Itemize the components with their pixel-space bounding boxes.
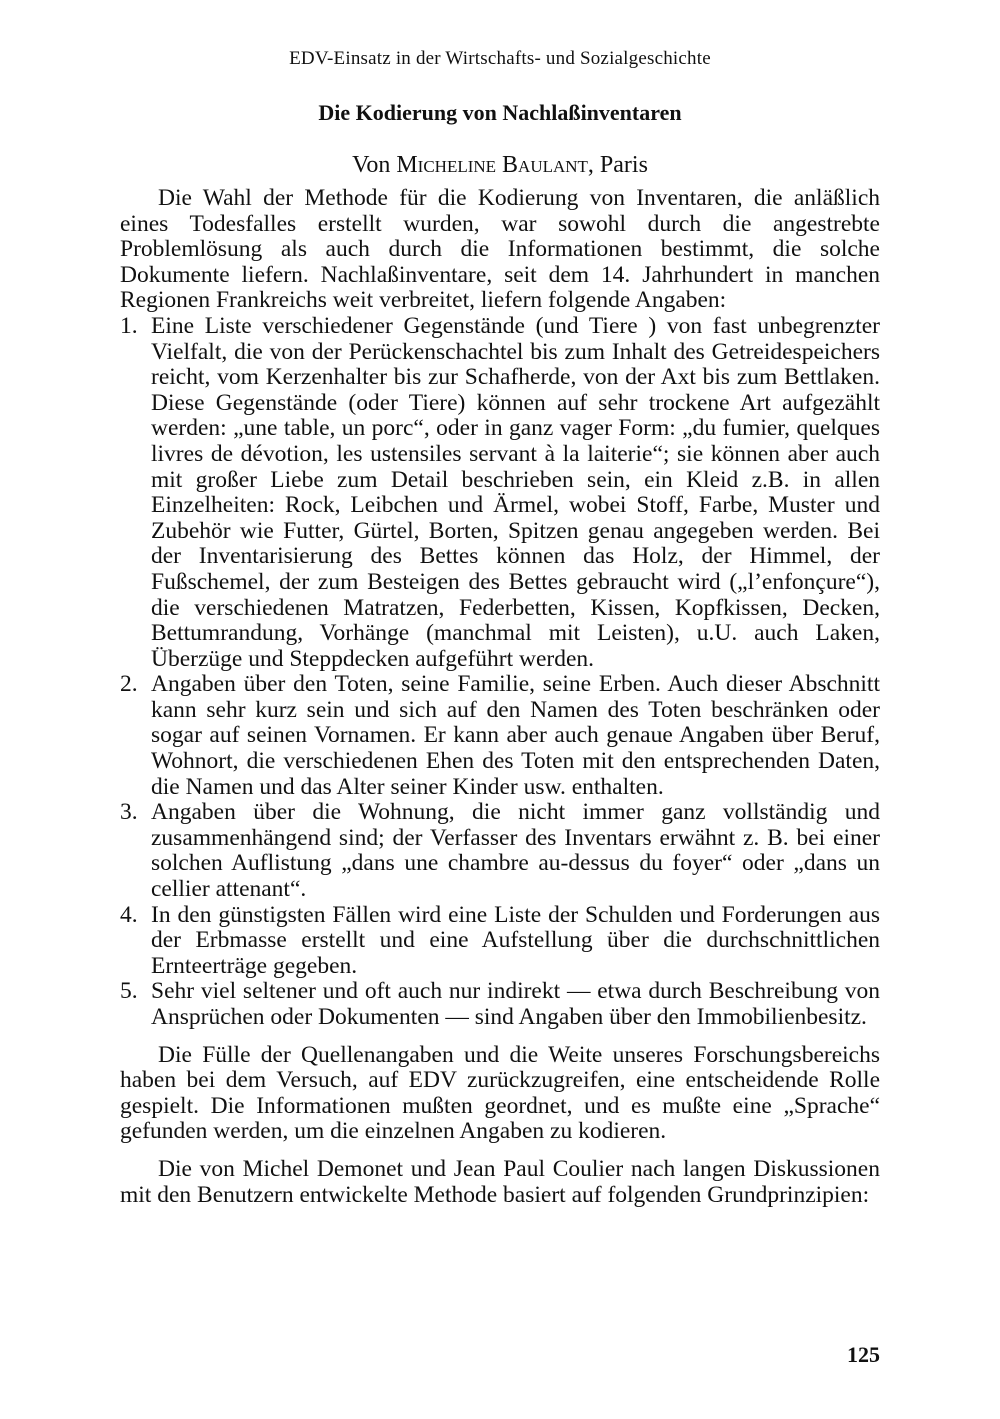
running-head: EDV-Einsatz in der Wirtschafts- und Sozialgeschichte — [289, 48, 711, 69]
numbered-list — [120, 314, 880, 1031]
list-item-number: 2. — [120, 671, 138, 698]
article-title: Die Kodierung von Nachlaßinventaren — [318, 100, 682, 125]
byline — [0, 152, 1000, 179]
list-item — [120, 314, 880, 672]
list-item-number: 5. — [120, 978, 138, 1005]
list-item — [120, 903, 880, 980]
page-number: 125 — [847, 1342, 880, 1367]
list-item-text: Sehr viel seltener und oft auch nur indirekt — etwa durch Beschreibung von Ansprüchen oder Dokumenten — sind Angaben über den Immobilienbesitz. — [151, 978, 880, 1030]
body-paragraph: Die Fülle der Quellenangaben und die Weite unseres Forschungsbereichs haben bei dem Versuch, auf EDV zurückzugreifen, eine entscheidende Rolle gespielt. Die Informationen mußten geordnet, und es mußte eine „Sprache“ gefunden werden, um die einzelnen Angaben zu kodieren. — [120, 1041, 880, 1145]
list-item — [120, 672, 880, 800]
byline-prefix: Von — [352, 152, 397, 178]
list-item — [120, 800, 880, 902]
intro-paragraph: Die Wahl der Methode für die Kodierung von Inventaren, die anläßlich eines Todesfalles erstellt wurden, war sowohl durch die angestrebte Problemlösung als auch durch die Informationen bestimmt, die solche Dokumente liefern. Nachlaßinventare, seit dem 14. Jahrhundert in manchen Regionen Frankreichs weit verbreitet, liefern folgende Angaben: — [120, 185, 880, 314]
body-text — [120, 186, 880, 1208]
list-item-text: Eine Liste verschiedener Gegenstände (und Tiere ) von fast unbegrenzter Vielfalt, die von der Perückenschachtel bis zum Inhalt des Getreidespeichers reicht, vom Kerzenhalter bis zur Schafherde, von der Axt bis zum Bettlaken. Diese Gegenstände (oder Tiere) können auf sehr trockene Art aufgezählt werden: „une table, un porc“, oder in ganz vager Form: „du fumier, quelques livres de dévotion, les ustensiles servant à la laiterie“; sie können aber auch mit großer Liebe zum Detail beschrieben sein, ein Kleid z.B. in allen Einzelheiten: Rock, Leibchen und Ärmel, wobei Stoff, Farbe, Muster und Zubehör wie Futter, Gürtel, Borten, Spitzen genau angegeben werden. Bei der Inventarisierung des Bettes können das Holz, der Himmel, der Fußschemel, der zum Besteigen des Bettes gebraucht wird („l’enfonçure“), die verschiedenen Matratzen, Federbetten, Kissen, Kopfkissen, Decken, Bettumrandung, Vorhänge (manchmal mit Leisten), u.U. auch Laken, Überzüge und Steppdecken aufgeführt werden. — [151, 312, 880, 672]
author-name: Micheline Baulant — [396, 152, 588, 178]
list-item-text: Angaben über die Wohnung, die nicht immer ganz vollständig und zusammenhängend sind; der Verfasser des Inventars erwähnt z. B. bei einer solchen Auflistung „dans une chambre au-dessus du foyer“ oder „dans un cellier attenant“. — [151, 799, 880, 903]
list-item — [120, 979, 880, 1030]
body-paragraph: Die von Michel Demonet und Jean Paul Coulier nach langen Diskussionen mit den Benutzern entwickelte Methode basiert auf folgenden Grundprinzipien: — [120, 1155, 880, 1208]
list-item-number: 4. — [120, 901, 138, 928]
list-item-text: Angaben über den Toten, seine Familie, seine Erben. Auch dieser Abschnitt kann sehr kurz sein und sich auf den Namen des Toten beschränken oder sogar auf seinen Vornamen. Er kann aber auch genaue Angaben über Beruf, Wohnort, die verschiedenen Ehen des Toten mit den entsprechenden Daten, die Namen und das Alter seiner Kinder usw. enthalten. — [151, 671, 880, 800]
byline-location: , Paris — [587, 152, 648, 178]
list-item-number: 3. — [120, 799, 138, 826]
list-item-text: In den günstigsten Fällen wird eine Liste der Schulden und Forderungen aus der Erbmasse erstellt und eine Aufstellung über die durchschnittlichen Ernteerträge gegeben. — [151, 901, 880, 979]
list-item-number: 1. — [120, 312, 138, 339]
